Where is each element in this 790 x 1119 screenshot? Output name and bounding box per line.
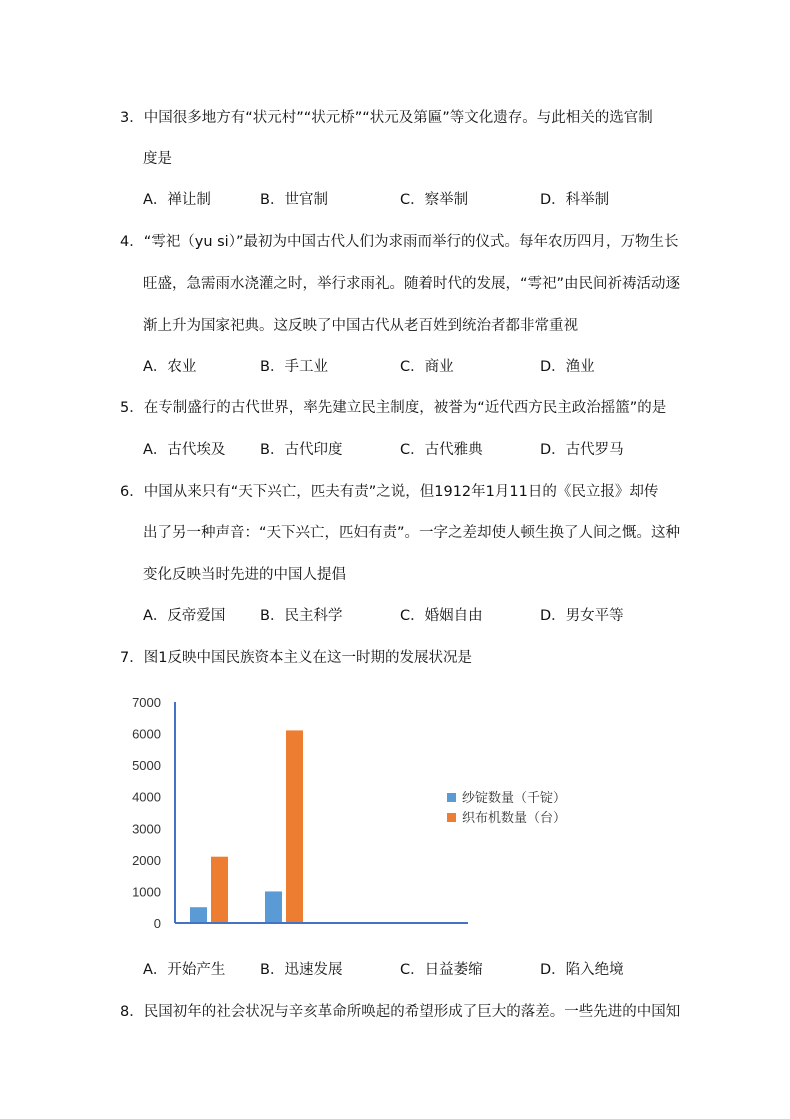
q5-option-a[interactable]: A．古代埃及 bbox=[143, 442, 226, 458]
legend-swatch bbox=[447, 813, 456, 822]
q4-option-a[interactable]: A．农业 bbox=[143, 359, 197, 375]
q5-option-b[interactable]: B．古代印度 bbox=[260, 442, 343, 458]
legend-swatch bbox=[447, 793, 456, 802]
bar-chart bbox=[120, 690, 590, 940]
y-tick-label: 5000 bbox=[132, 758, 161, 774]
q4-line-3: 渐上升为国家祀典。这反映了中国古代从老百姓到统治者都非常重视 bbox=[143, 318, 578, 334]
q7-option-b[interactable]: B．迅速发展 bbox=[260, 962, 343, 978]
q7-option-a[interactable]: A．开始产生 bbox=[143, 962, 226, 978]
q3-line-2: 度是 bbox=[143, 151, 172, 167]
q7-option-c[interactable]: C．日益萎缩 bbox=[400, 962, 483, 978]
y-tick-label: 0 bbox=[153, 916, 161, 931]
q3-option-a[interactable]: A．禅让制 bbox=[143, 192, 211, 208]
bar-series-2 bbox=[286, 730, 303, 923]
q6-line-2: 出了另一种声音：“天下兴亡，匹妇有责”。一字之差却使人顿生换了人间之慨。这种 bbox=[143, 525, 681, 541]
q6-option-b[interactable]: B．民主科学 bbox=[260, 608, 343, 624]
q3-option-b[interactable]: B．世官制 bbox=[260, 192, 328, 208]
q7-line-1: 7．图1反映中国民族资本主义在这一时期的发展状况是 bbox=[120, 650, 472, 666]
bar-series-1 bbox=[190, 907, 207, 923]
legend-label: 纱锭数量（千锭） bbox=[462, 790, 567, 805]
legend-label: 织布机数量（台） bbox=[462, 810, 567, 825]
q5-line-1: 5．在专制盛行的古代世界，率先建立民主制度，被誉为“近代西方民主政治摇篮”的是 bbox=[120, 400, 667, 416]
q6-option-c[interactable]: C．婚姻自由 bbox=[400, 608, 483, 624]
q5-option-c[interactable]: C．古代雅典 bbox=[400, 442, 483, 458]
bar-series-1 bbox=[265, 891, 282, 923]
q4-line-2: 旺盛，急需雨水浇灌之时，举行求雨礼。随着时代的发展，“雩祀”由民间祈祷活动逐 bbox=[143, 276, 681, 292]
q4-option-c[interactable]: C．商业 bbox=[400, 359, 454, 375]
y-tick-label: 4000 bbox=[132, 789, 161, 805]
y-tick-label: 1000 bbox=[132, 884, 161, 900]
q6-line-1: 6．中国从来只有“天下兴亡，匹夫有责”之说，但1912年1月11日的《民立报》却传 bbox=[120, 484, 659, 500]
q6-option-d[interactable]: D．男女平等 bbox=[540, 608, 624, 624]
q6-line-3: 变化反映当时先进的中国人提倡 bbox=[143, 567, 346, 583]
q4-option-d[interactable]: D．渔业 bbox=[540, 359, 595, 375]
q4-line-1: 4．“雩祀（yu si）”最初为中国古代人们为求雨而举行的仪式。每年农历四月，万物生长 bbox=[120, 234, 679, 250]
y-tick-label: 2000 bbox=[132, 852, 161, 868]
bar-series-2 bbox=[211, 857, 228, 923]
q4-option-b[interactable]: B．手工业 bbox=[260, 359, 328, 375]
q3-option-c[interactable]: C．察举制 bbox=[400, 192, 469, 208]
q3-line-1: 3．中国很多地方有“状元村”“状元桥”“状元及第匾”等文化遗存。与此相关的选官制 bbox=[120, 110, 653, 126]
y-tick-label: 6000 bbox=[132, 726, 161, 742]
y-tick-label: 7000 bbox=[132, 695, 161, 710]
q8-line-1: 8．民国初年的社会状况与辛亥革命所唤起的希望形成了巨大的落差。一些先进的中国知 bbox=[120, 1004, 681, 1020]
q6-option-a[interactable]: A．反帝爱国 bbox=[143, 608, 226, 624]
q7-option-d[interactable]: D．陷入绝境 bbox=[540, 962, 624, 978]
y-tick-label: 3000 bbox=[132, 821, 161, 837]
q3-option-d[interactable]: D．科举制 bbox=[540, 192, 610, 208]
q5-option-d[interactable]: D．古代罗马 bbox=[540, 442, 624, 458]
